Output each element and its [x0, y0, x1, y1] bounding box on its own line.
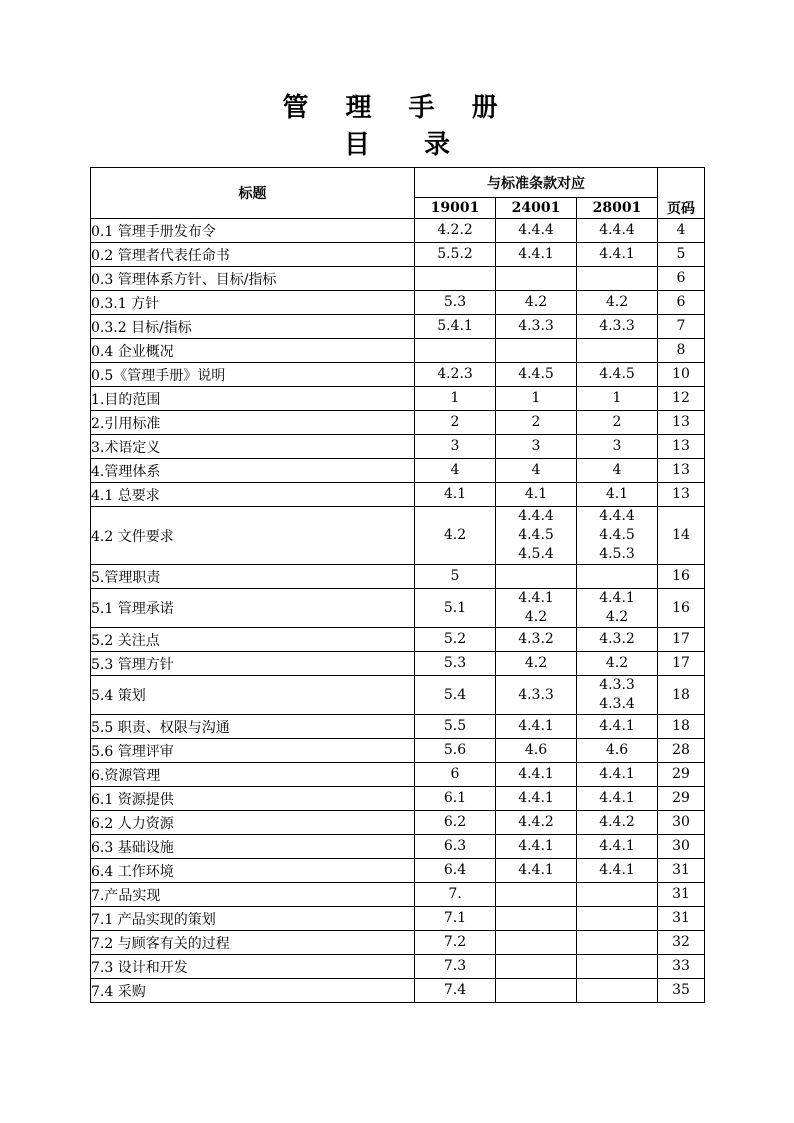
- row-28001: [577, 883, 658, 907]
- subtitle-right: 录: [424, 130, 451, 160]
- table-row: [91, 387, 705, 411]
- row-24001: 4.4.5: [496, 363, 577, 387]
- row-28001: [577, 907, 658, 931]
- row-24001: [496, 339, 577, 363]
- row-page: 31: [658, 859, 705, 883]
- row-24001: 4.6: [496, 739, 577, 763]
- row-title: 6.资源管理: [91, 763, 415, 787]
- row-title: 6.4 工作环境: [91, 859, 415, 883]
- row-title: 0.3.2 目标/指标: [91, 315, 415, 339]
- table-row: [91, 483, 705, 507]
- row-page: 6: [658, 267, 705, 291]
- row-24001: 4.4.4 4.4.5 4.5.4: [496, 507, 577, 565]
- row-title: 6.3 基础设施: [91, 835, 415, 859]
- row-title: 5.4 策划: [91, 676, 415, 715]
- row-19001: 7.1: [415, 907, 496, 931]
- row-24001: [496, 565, 577, 589]
- row-title: 0.3 管理体系方针、目标/指标: [91, 267, 415, 291]
- row-title: 7.2 与顾客有关的过程: [91, 931, 415, 955]
- row-19001: 1: [415, 387, 496, 411]
- row-28001: 3: [577, 435, 658, 459]
- row-page: 32: [658, 931, 705, 955]
- row-page: 14: [658, 507, 705, 565]
- row-19001: 5.2: [415, 628, 496, 652]
- table-row: [91, 931, 705, 955]
- header-page: 页码: [658, 198, 705, 219]
- table-row: [91, 955, 705, 979]
- row-24001: [496, 955, 577, 979]
- row-page: 17: [658, 628, 705, 652]
- row-24001: 2: [496, 411, 577, 435]
- document-title: 管 理 手 册: [282, 93, 512, 123]
- row-28001: [577, 565, 658, 589]
- table-row: [91, 676, 705, 715]
- row-19001: 2: [415, 411, 496, 435]
- row-title: 5.1 管理承诺: [91, 589, 415, 628]
- row-24001: [496, 267, 577, 291]
- table-row: [91, 787, 705, 811]
- row-24001: 1: [496, 387, 577, 411]
- row-page: 6: [658, 291, 705, 315]
- row-28001: 4.4.1: [577, 859, 658, 883]
- row-19001: [415, 339, 496, 363]
- row-page: 31: [658, 883, 705, 907]
- row-28001: 4.4.1: [577, 835, 658, 859]
- row-19001: 5.3: [415, 652, 496, 676]
- table-row: [91, 811, 705, 835]
- row-28001: [577, 339, 658, 363]
- table-row: [91, 411, 705, 435]
- row-page: 13: [658, 411, 705, 435]
- row-title: 7.产品实现: [91, 883, 415, 907]
- row-title: 5.5 职责、权限与沟通: [91, 715, 415, 739]
- row-24001: 4: [496, 459, 577, 483]
- header-title: 标题: [91, 168, 415, 219]
- table-row: [91, 435, 705, 459]
- table-row: [91, 459, 705, 483]
- row-28001: 4.6: [577, 739, 658, 763]
- row-title: 0.2 管理者代表任命书: [91, 243, 415, 267]
- header-std-28001: 28001: [577, 198, 658, 219]
- row-title: 5.管理职责: [91, 565, 415, 589]
- table-row: [91, 628, 705, 652]
- row-28001: 4.3.2: [577, 628, 658, 652]
- row-page: 29: [658, 763, 705, 787]
- row-page: 16: [658, 589, 705, 628]
- row-title: 0.4 企业概况: [91, 339, 415, 363]
- table-row: [91, 883, 705, 907]
- row-page: 30: [658, 835, 705, 859]
- row-19001: 5.6: [415, 739, 496, 763]
- row-19001: 4.2.3: [415, 363, 496, 387]
- table-row: [91, 243, 705, 267]
- table-row: [91, 267, 705, 291]
- row-19001: 5: [415, 565, 496, 589]
- row-24001: 4.1: [496, 483, 577, 507]
- row-24001: 4.3.2: [496, 628, 577, 652]
- table-row: [91, 589, 705, 628]
- table-row: [91, 363, 705, 387]
- row-19001: 7.3: [415, 955, 496, 979]
- row-24001: 4.4.2: [496, 811, 577, 835]
- table-row: [91, 739, 705, 763]
- row-page: 4: [658, 219, 705, 243]
- row-28001: 4: [577, 459, 658, 483]
- row-title: 5.3 管理方针: [91, 652, 415, 676]
- row-title: 0.3.1 方针: [91, 291, 415, 315]
- row-19001: 4.1: [415, 483, 496, 507]
- row-page: 7: [658, 315, 705, 339]
- row-24001: 4.4.1: [496, 763, 577, 787]
- row-page: 18: [658, 676, 705, 715]
- row-28001: 2: [577, 411, 658, 435]
- row-title: 1.目的范围: [91, 387, 415, 411]
- row-24001: 4.2: [496, 291, 577, 315]
- header-std-19001: 19001: [415, 198, 496, 219]
- row-24001: 4.3.3: [496, 676, 577, 715]
- row-19001: 6.1: [415, 787, 496, 811]
- table-row: [91, 715, 705, 739]
- row-title: 5.6 管理评审: [91, 739, 415, 763]
- row-title: 0.5《管理手册》说明: [91, 363, 415, 387]
- row-28001: 4.4.1: [577, 243, 658, 267]
- row-19001: 7.: [415, 883, 496, 907]
- table-row: [91, 835, 705, 859]
- header-standard-group: 与标准条款对应: [415, 168, 658, 198]
- row-title: 7.4 采购: [91, 979, 415, 1003]
- row-page: 18: [658, 715, 705, 739]
- row-19001: 5.4.1: [415, 315, 496, 339]
- toc-table: [90, 167, 705, 1003]
- row-28001: 4.4.1: [577, 715, 658, 739]
- row-28001: [577, 931, 658, 955]
- row-page: 10: [658, 363, 705, 387]
- table-row: [91, 907, 705, 931]
- row-19001: 4: [415, 459, 496, 483]
- row-19001: 5.5.2: [415, 243, 496, 267]
- row-title: 2.引用标准: [91, 411, 415, 435]
- subtitle-left: 目: [343, 130, 370, 160]
- table-row: [91, 979, 705, 1003]
- row-28001: 4.2: [577, 652, 658, 676]
- row-28001: 1: [577, 387, 658, 411]
- table-row: [91, 565, 705, 589]
- row-28001: 4.4.1 4.2: [577, 589, 658, 628]
- row-28001: [577, 979, 658, 1003]
- row-page: 12: [658, 387, 705, 411]
- row-24001: 4.4.1: [496, 787, 577, 811]
- row-24001: [496, 931, 577, 955]
- row-page: 16: [658, 565, 705, 589]
- row-19001: 5.4: [415, 676, 496, 715]
- row-28001: 4.1: [577, 483, 658, 507]
- row-page: 29: [658, 787, 705, 811]
- row-page: 35: [658, 979, 705, 1003]
- row-19001: 4.2.2: [415, 219, 496, 243]
- row-28001: 4.4.1: [577, 763, 658, 787]
- row-19001: 6.2: [415, 811, 496, 835]
- table-row: [91, 339, 705, 363]
- row-19001: 6.3: [415, 835, 496, 859]
- row-page: 28: [658, 739, 705, 763]
- row-19001: 7.2: [415, 931, 496, 955]
- row-19001: 6: [415, 763, 496, 787]
- row-19001: 6.4: [415, 859, 496, 883]
- row-page: 30: [658, 811, 705, 835]
- row-19001: 3: [415, 435, 496, 459]
- row-28001: 4.4.1: [577, 787, 658, 811]
- row-page: 31: [658, 907, 705, 931]
- row-title: 4.管理体系: [91, 459, 415, 483]
- row-page: 13: [658, 459, 705, 483]
- table-row: [91, 507, 705, 565]
- row-28001: [577, 955, 658, 979]
- row-page: 8: [658, 339, 705, 363]
- row-24001: 4.4.1: [496, 835, 577, 859]
- row-24001: 4.2: [496, 652, 577, 676]
- row-page: 17: [658, 652, 705, 676]
- row-page: 33: [658, 955, 705, 979]
- row-24001: 4.4.1: [496, 859, 577, 883]
- row-24001: [496, 907, 577, 931]
- row-title: 7.1 产品实现的策划: [91, 907, 415, 931]
- header-std-24001: 24001: [496, 198, 577, 219]
- row-28001: 4.4.5: [577, 363, 658, 387]
- row-28001: 4.4.2: [577, 811, 658, 835]
- row-28001: 4.3.3 4.3.4: [577, 676, 658, 715]
- row-24001: [496, 883, 577, 907]
- row-24001: 4.4.1: [496, 715, 577, 739]
- row-19001: 5.1: [415, 589, 496, 628]
- table-row: [91, 763, 705, 787]
- table-row: [91, 315, 705, 339]
- table-row: [91, 291, 705, 315]
- row-title: 4.1 总要求: [91, 483, 415, 507]
- row-title: 6.2 人力资源: [91, 811, 415, 835]
- row-24001: 4.3.3: [496, 315, 577, 339]
- row-28001: [577, 267, 658, 291]
- row-19001: 7.4: [415, 979, 496, 1003]
- row-28001: 4.3.3: [577, 315, 658, 339]
- row-24001: 4.4.4: [496, 219, 577, 243]
- row-24001: 4.4.1: [496, 243, 577, 267]
- table-row: [91, 859, 705, 883]
- row-24001: 4.4.1 4.2: [496, 589, 577, 628]
- row-28001: 4.4.4 4.4.5 4.5.3: [577, 507, 658, 565]
- row-title: 6.1 资源提供: [91, 787, 415, 811]
- row-19001: [415, 267, 496, 291]
- row-title: 7.3 设计和开发: [91, 955, 415, 979]
- row-title: 3.术语定义: [91, 435, 415, 459]
- table-row: [91, 219, 705, 243]
- row-page: 13: [658, 435, 705, 459]
- row-24001: 3: [496, 435, 577, 459]
- row-title: 5.2 关注点: [91, 628, 415, 652]
- row-19001: 5.3: [415, 291, 496, 315]
- table-row: [91, 652, 705, 676]
- document-subtitle: [0, 128, 794, 162]
- row-title: 0.1 管理手册发布令: [91, 219, 415, 243]
- toc-body: [91, 219, 705, 1003]
- row-24001: [496, 979, 577, 1003]
- row-page: 13: [658, 483, 705, 507]
- row-page: 5: [658, 243, 705, 267]
- row-title: 4.2 文件要求: [91, 507, 415, 565]
- row-28001: 4.2: [577, 291, 658, 315]
- row-28001: 4.4.4: [577, 219, 658, 243]
- row-19001: 4.2: [415, 507, 496, 565]
- row-19001: 5.5: [415, 715, 496, 739]
